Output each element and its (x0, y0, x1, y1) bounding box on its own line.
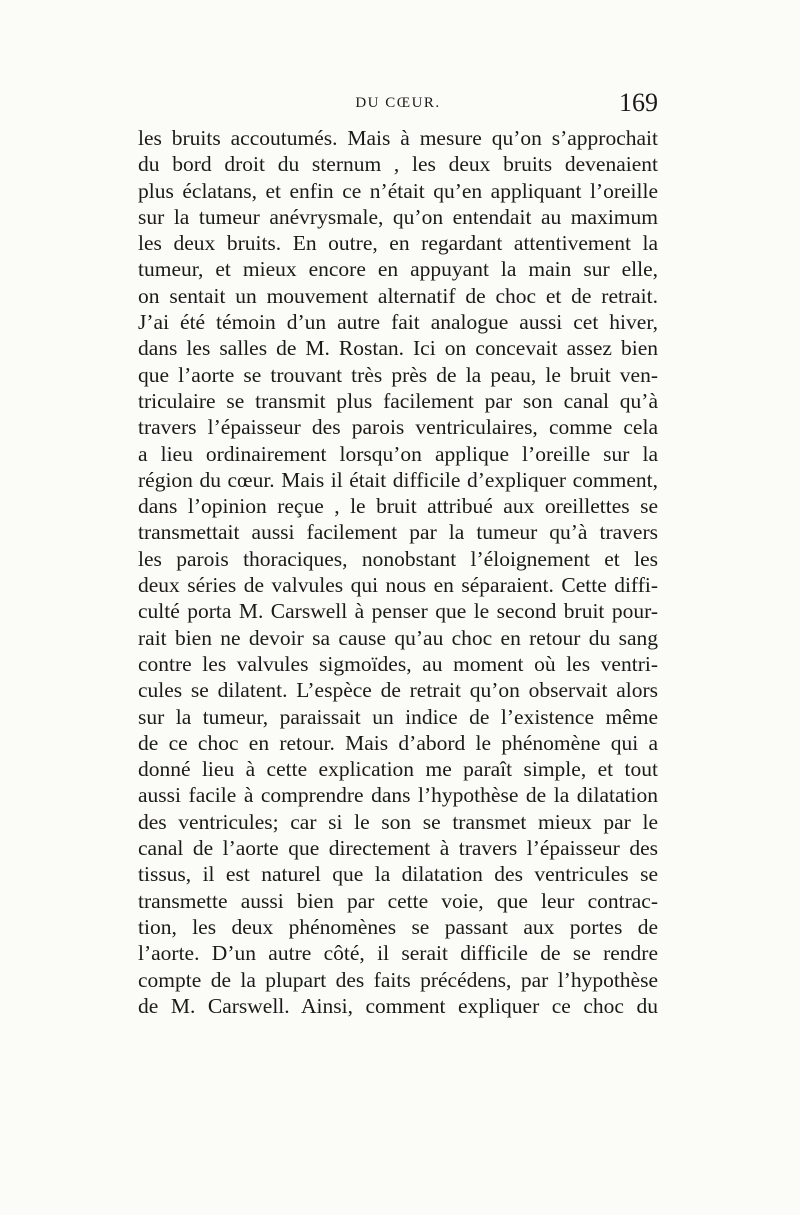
text-line: tion, les deux phénomènes se passant aux portes de (138, 914, 658, 939)
text-line: J’ai été témoin d’un autre fait analogue aussi cet hiver, (138, 310, 658, 335)
text-line: on sentait un mouvement alternatif de choc et de retrait. (138, 283, 658, 308)
text-line: canal de l’aorte que directement à travers l’épaisseur des (138, 836, 658, 861)
text-line: de M. Carswell. Ainsi, comment expliquer ce choc du (138, 993, 658, 1018)
text-line: a lieu ordinairement lorsqu’on applique l’oreille sur la (138, 441, 658, 466)
text-line: de ce choc en retour. Mais d’abord le phénomène qui a (138, 730, 658, 755)
text-line: travers l’épaisseur des parois ventriculaires, comme cela (138, 415, 658, 440)
text-line: donné lieu à cette explication me paraît simple, et tout (138, 757, 658, 782)
running-head (138, 88, 658, 118)
text-line: transmettait aussi facilement par la tumeur qu’à travers (138, 520, 658, 545)
text-line: sur la tumeur, paraissait un indice de l’existence même (138, 704, 658, 729)
text-line: compte de la plupart des faits précédens, par l’hypothèse (138, 967, 658, 992)
text-line: que l’aorte se trouvant très près de la peau, le bruit ven- (138, 362, 658, 387)
text-line: aussi facile à comprendre dans l’hypothèse de la dilatation (138, 783, 658, 808)
running-title: DU CŒUR. (355, 95, 441, 111)
text-line: tumeur, et mieux encore en appuyant la main sur elle, (138, 257, 658, 282)
text-line: du bord droit du sternum , les deux bruits devenaient (138, 152, 658, 177)
text-line: les parois thoraciques, nonobstant l’éloignement et les (138, 546, 658, 571)
text-line: les deux bruits. En outre, en regardant attentivement la (138, 231, 658, 256)
text-line: dans les salles de M. Rostan. Ici on concevait assez bien (138, 336, 658, 361)
text-line: des ventricules; car si le son se transmet mieux par le (138, 809, 658, 834)
text-line: sur la tumeur anévrysmale, qu’on entendait au maximum (138, 204, 658, 229)
page-number: 169 (619, 88, 658, 117)
text-line: triculaire se transmit plus facilement par son canal qu’à (138, 388, 658, 413)
body-text (138, 125, 658, 1019)
text-line: culté porta M. Carswell à penser que le second bruit pour- (138, 599, 658, 624)
text-line: rait bien ne devoir sa cause qu’au choc en retour du sang (138, 625, 658, 650)
text-line: dans l’opinion reçue , le bruit attribué aux oreillettes se (138, 494, 658, 519)
text-line: région du cœur. Mais il était difficile d’expliquer comment, (138, 467, 658, 492)
text-line: transmette aussi bien par cette voie, que leur contrac- (138, 888, 658, 913)
text-line: les bruits accoutumés. Mais à mesure qu’on s’approchait (138, 126, 658, 150)
text-line: deux séries de valvules qui nous en séparaient. Cette diffi- (138, 573, 658, 598)
text-line: cules se dilatent. L’espèce de retrait qu’on observait alors (138, 678, 658, 703)
text-line: l’aorte. D’un autre côté, il serait difficile de se rendre (138, 941, 658, 966)
text-line: tissus, il est naturel que la dilatation des ventricules se (138, 862, 658, 887)
text-line: contre les valvules sigmoïdes, au moment où les ventri- (138, 651, 658, 676)
text-line: plus éclatans, et enfin ce n’était qu’en appliquant l’oreille (138, 178, 658, 203)
